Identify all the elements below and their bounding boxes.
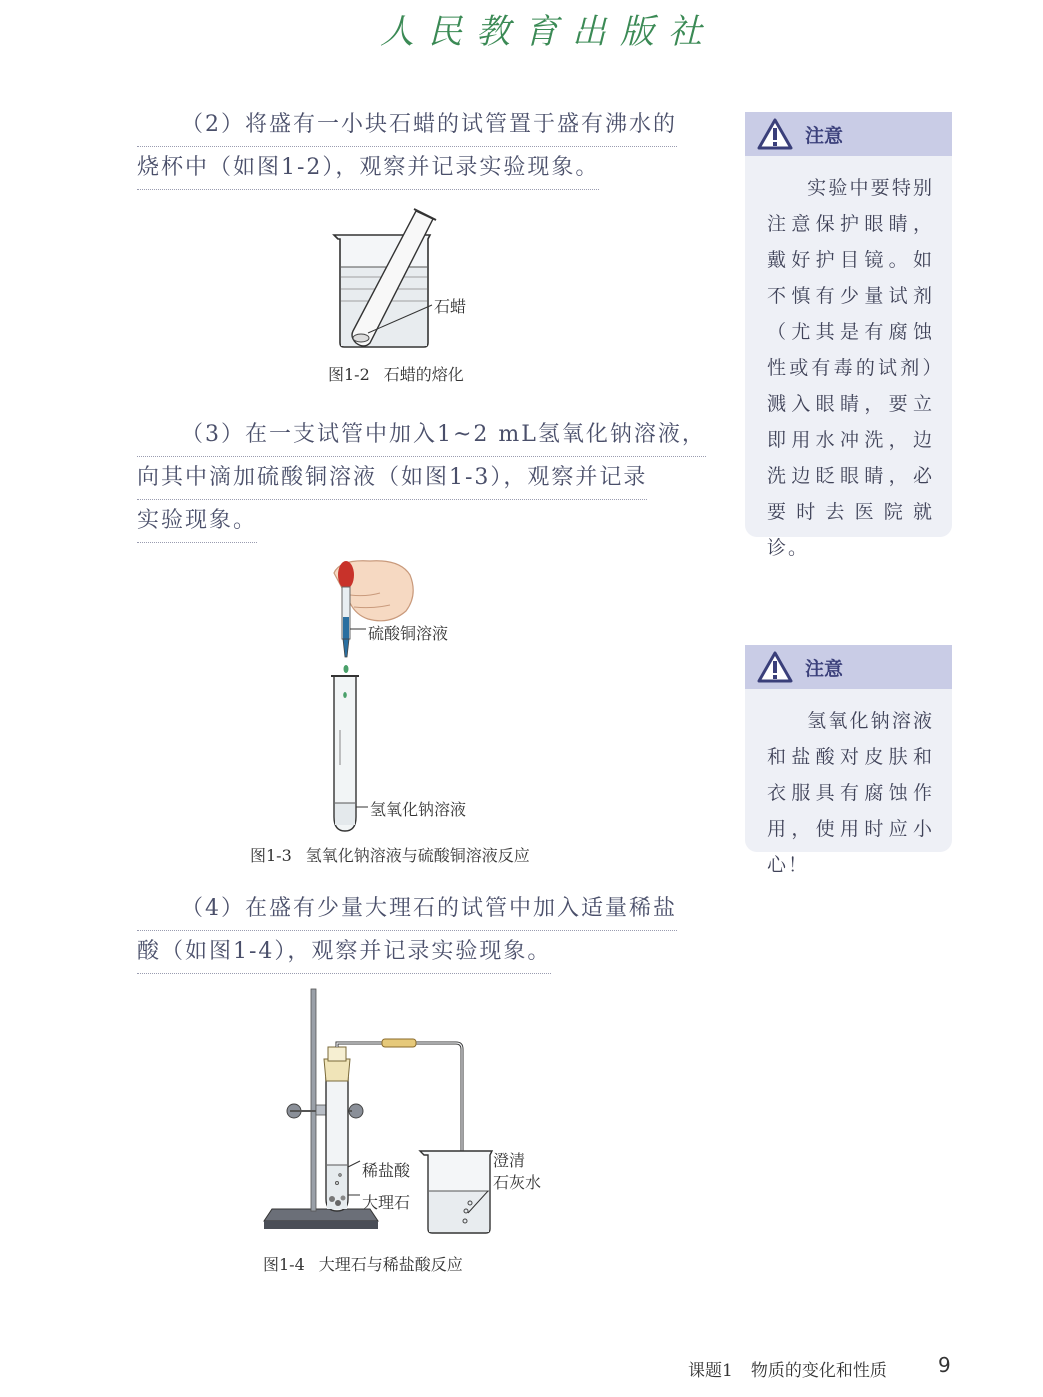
safety-note-corrosive	[745, 645, 952, 876]
page-footer	[688, 1353, 951, 1381]
figure-1-4-title: 大理石与稀盐酸反应	[318, 1255, 463, 1274]
note-text	[745, 689, 952, 895]
step-2-paragraph	[137, 104, 677, 190]
warning-triangle-icon	[757, 651, 793, 683]
figure-1-2-beaker	[330, 205, 450, 355]
warning-triangle-icon	[757, 118, 793, 150]
figure-1-3-title: 氢氧化钠溶液与硫酸铜溶液反应	[305, 846, 530, 865]
step-2-line-1: （2）将盛有一小块石蜡的试管置于盛有沸水的	[137, 104, 677, 147]
figure-1-2-caption	[328, 362, 464, 385]
label-paraffin: 石蜡	[434, 297, 467, 316]
figure-1-3-caption	[250, 843, 530, 866]
note-title: 注意	[805, 658, 844, 680]
step-3-line-2: 向其中滴加硫酸铜溶液（如图1-3），观察并记录	[137, 457, 647, 500]
label-marble: 大理石	[362, 1193, 411, 1212]
safety-note-eyes	[745, 112, 952, 559]
step-4-line-1: （4）在盛有少量大理石的试管中加入适量稀盐	[137, 888, 677, 931]
note-2-text: 氢氧化钠溶液和盐酸对皮肤和衣服具有腐蚀作用，使用时应小心！	[767, 710, 934, 876]
footer-section: 物质的变化和性质	[750, 1361, 887, 1381]
figure-1-4-caption	[263, 1252, 463, 1275]
step-4-paragraph	[137, 888, 677, 974]
note-1-text: 实验中要特别注意保护眼睛，戴好护目镜。如不慎有少量试剂（尤其是有腐蚀性或有毒的试剂）溅入眼睛，要立即用水冲洗，边洗边眨眼睛，必要时去医院就诊。	[767, 177, 934, 559]
step-3-paragraph	[137, 414, 706, 543]
page-number: 9	[938, 1353, 951, 1377]
step-2-line-2: 烧杯中（如图1-2），观察并记录实验现象。	[137, 147, 599, 190]
note-header	[745, 112, 952, 156]
figure-1-2-number: 图1-2	[328, 365, 370, 384]
step-3-line-3: 实验现象。	[137, 500, 257, 543]
note-header	[745, 645, 952, 689]
label-limewater-line-1: 澄清	[493, 1151, 526, 1170]
figure-1-2-title: 石蜡的熔化	[383, 365, 464, 384]
footer-chapter: 课题1	[688, 1361, 733, 1381]
note-text	[745, 156, 952, 578]
publisher-logo: 人民教育出版社	[380, 12, 716, 52]
note-title: 注意	[805, 125, 844, 147]
step-3-line-1: （3）在一支试管中加入1~2 mL氢氧化钠溶液，	[137, 414, 706, 457]
label-copper-sulfate: 硫酸铜溶液	[368, 624, 449, 643]
label-limewater-line-2: 石灰水	[493, 1173, 542, 1192]
step-4-line-2: 酸（如图1-4），观察并记录实验现象。	[137, 931, 551, 974]
label-sodium-hydroxide: 氢氧化钠溶液	[370, 800, 467, 819]
label-dilute-hcl: 稀盐酸	[362, 1161, 411, 1180]
figure-1-3-number: 图1-3	[250, 846, 292, 865]
figure-1-4-number: 图1-4	[263, 1255, 305, 1274]
